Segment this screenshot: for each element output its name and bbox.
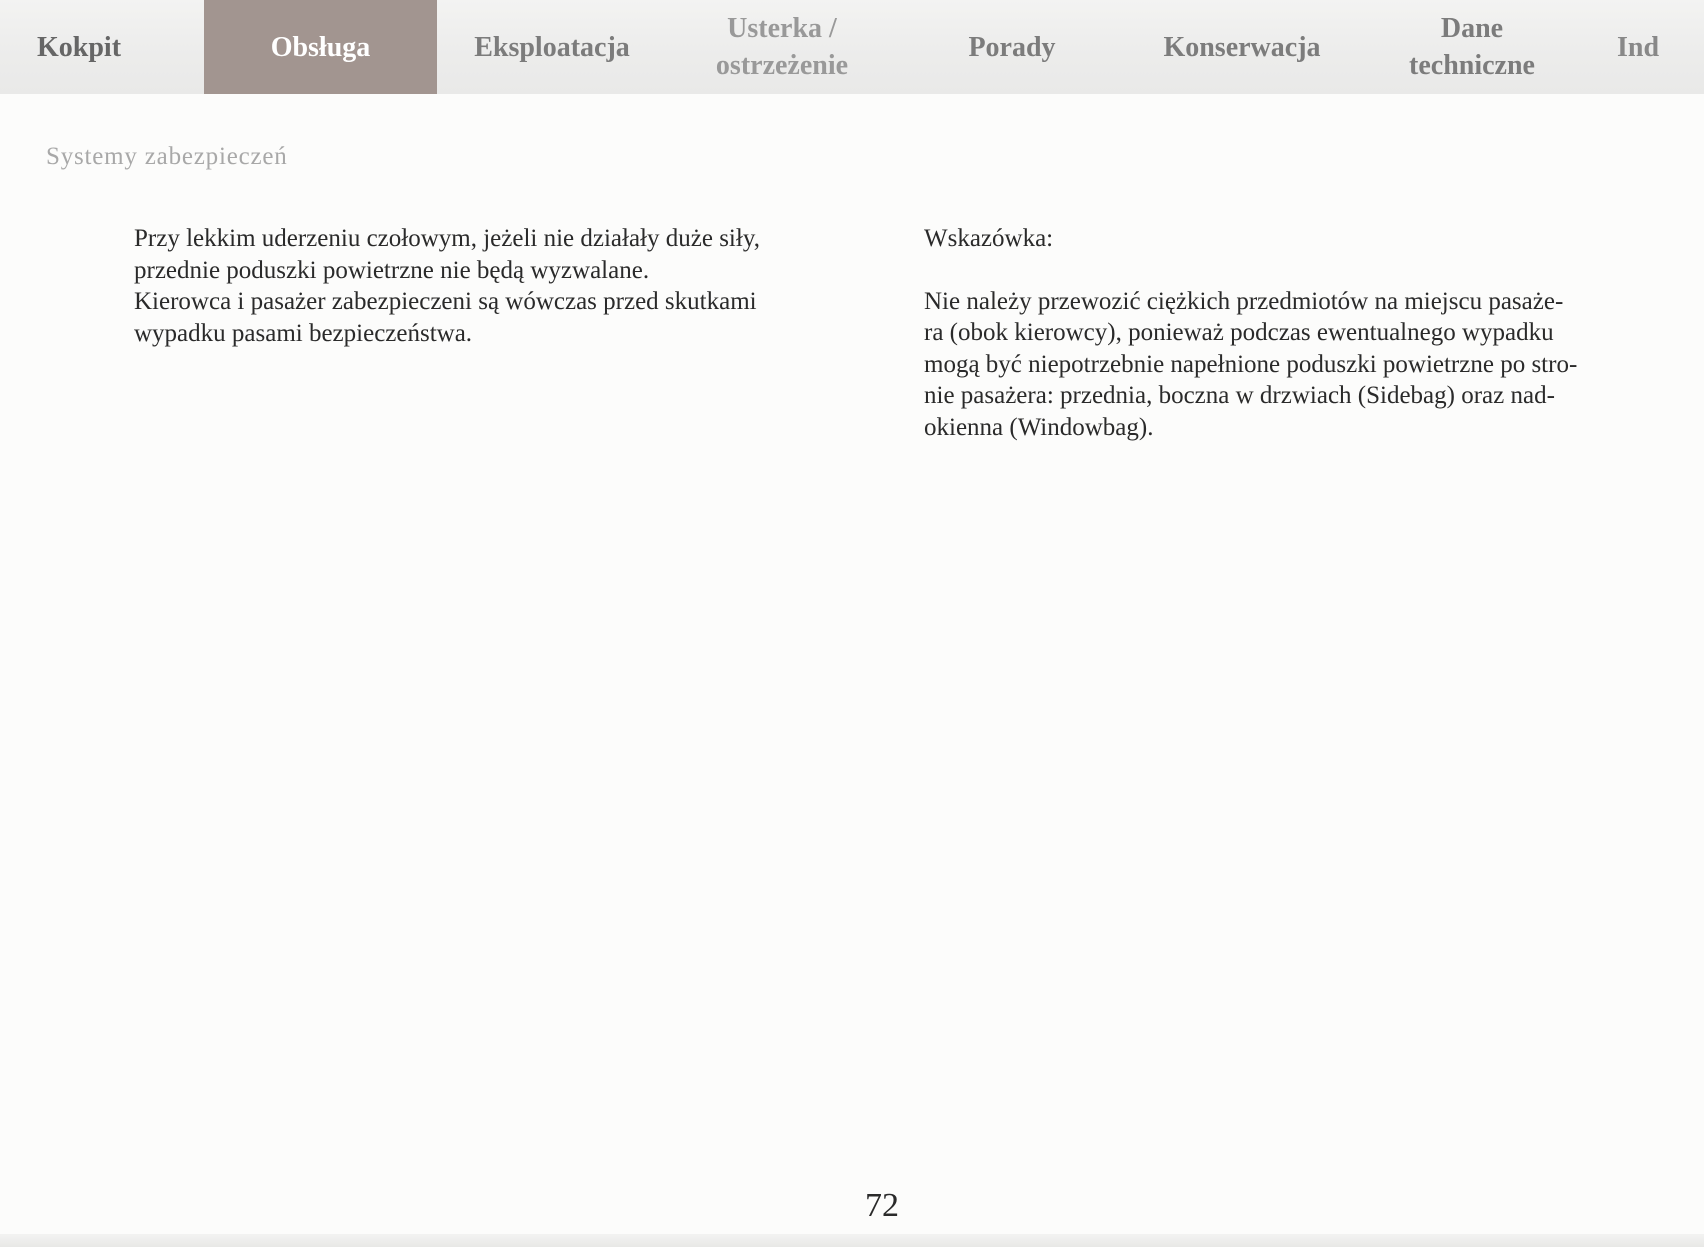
- bottom-band: [0, 1234, 1704, 1247]
- tab-obsluga[interactable]: [204, 0, 437, 94]
- tab-label: Porady: [968, 31, 1056, 63]
- section-title: Systemy zabezpieczeń: [46, 143, 288, 170]
- right-column: [924, 223, 1640, 443]
- body-paragraph: Przy lekkim uderzeniu czołowym, jeżeli nie działały duże siły, przednie poduszki powietrzne nie będą wyzwalane.: [134, 225, 760, 284]
- note-text: Nie należy przewozić ciężkich przedmiotów na miejscu pasaże- ra (obok kierowcy), ponieważ podczas ewentualnego wypadku mogą być niepotrzebnie napełnione poduszki powietrzne po stro- nie pasażera: przednia, boczna w drzwiach (Sidebag) oraz nad- okienna (Windowbag).: [924, 287, 1578, 441]
- tab-kokpit[interactable]: [0, 0, 204, 94]
- tab-label: Ind: [1617, 31, 1660, 63]
- tab-label: Eksploatacja: [474, 31, 630, 63]
- tab-label: Usterka / ostrzeżenie: [715, 13, 849, 81]
- tab-label: Konserwacja: [1163, 31, 1321, 63]
- tab-usterka-ostrzezenie[interactable]: [667, 0, 897, 94]
- note-label: Wskazówka:: [924, 225, 1054, 252]
- page-number: 72: [865, 1187, 899, 1224]
- chapter-tab-bar: [0, 0, 1704, 94]
- tab-label: Dane techniczne: [1409, 13, 1535, 81]
- tab-konserwacja[interactable]: [1127, 0, 1357, 94]
- tab-eksploatacja[interactable]: [437, 0, 667, 94]
- left-column: [134, 223, 854, 349]
- tab-dane-techniczne[interactable]: [1357, 0, 1587, 94]
- tab-label: Obsługa: [270, 31, 371, 63]
- tab-porady[interactable]: [897, 0, 1127, 94]
- body-paragraph: Kierowca i pasażer zabezpieczeni są wówczas przed skutkami wypadku pasami bezpieczeństwa.: [134, 288, 757, 347]
- tab-indeks[interactable]: [1587, 0, 1704, 94]
- tab-label: Kokpit: [37, 31, 122, 63]
